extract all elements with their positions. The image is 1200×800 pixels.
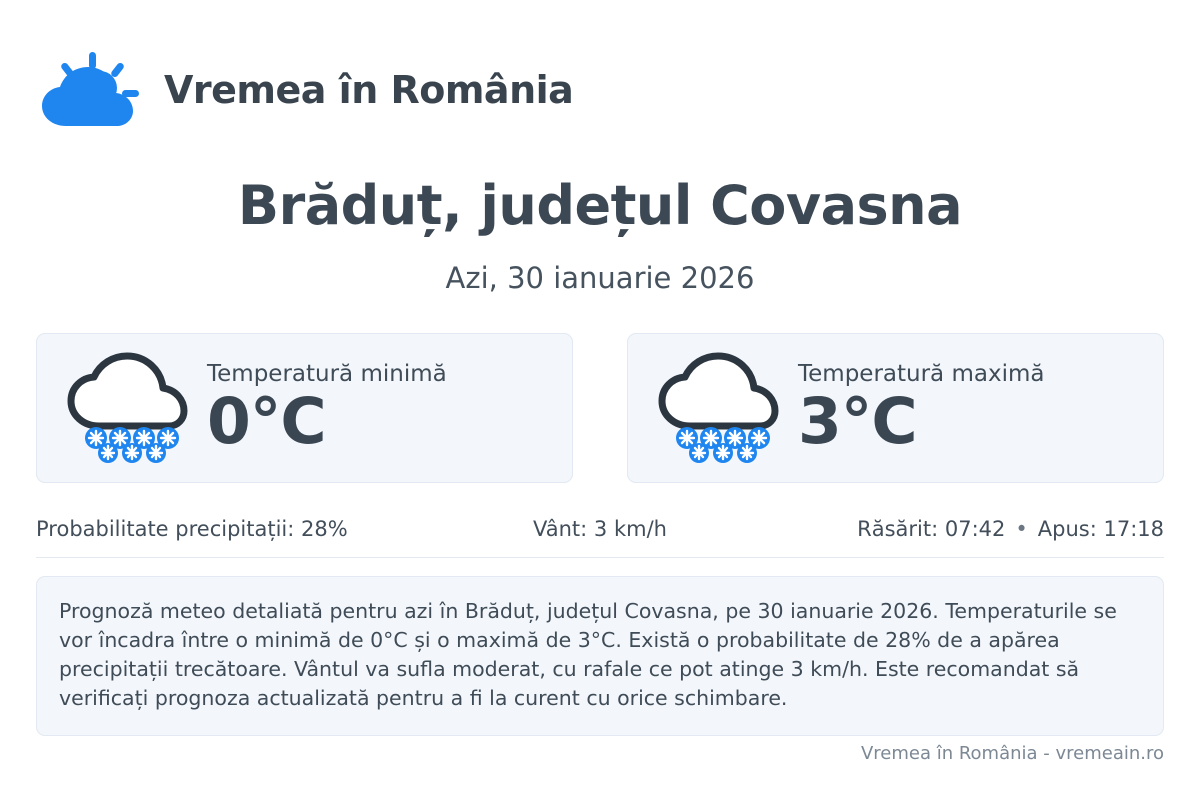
min-temperature-value: 0°C [207, 384, 326, 458]
brand-title: Vremea în România [164, 67, 574, 112]
sun-times [758, 517, 1164, 541]
sun-times-separator: • [1015, 517, 1028, 541]
forecast-summary: Prognoză meteo detaliată pentru azi în Brăduț, județul Covasna, pe 30 ianuarie 2026. Temperaturile se vor încadra între o minimă de 0°C și o maximă de 3°C. Există o probabilitate de 28% de a apărea precipitații trecătoare. Vântul va sufla moderat, cu rafale ce pot atinge 3 km/h. Este recomandat să verificați prognoza actualizată pentru a fi la curent cu orice schimbare. [36, 576, 1164, 736]
footer-credit: Vremea în România - vremeain.ro [860, 743, 1164, 764]
max-temperature-card [627, 333, 1164, 483]
min-temperature-text [201, 360, 447, 458]
page-date: Azi, 30 ianuarie 2026 [445, 261, 755, 295]
weather-stats-row [36, 517, 1164, 558]
precipitation-probability: Probabilitate precipitații: 28% [36, 517, 348, 541]
min-temperature-card [36, 333, 573, 483]
wind-speed: Vânt: 3 km/h [533, 517, 667, 541]
sun-behind-cloud-icon [36, 48, 146, 132]
max-temperature-value: 3°C [798, 384, 917, 458]
temperature-cards [0, 333, 1200, 483]
sunrise-time: Răsărit: 07:42 [857, 517, 1006, 541]
max-temperature-text [792, 360, 1045, 458]
min-temperature-label: Temperatură minimă [207, 360, 447, 387]
page-title: Brăduț, județul Covasna [237, 174, 963, 237]
cloud-with-snow-icon [63, 352, 191, 464]
brand-header [0, 0, 1200, 132]
cloud-with-snow-icon [654, 352, 782, 464]
sunset-time: Apus: 17:18 [1037, 517, 1164, 541]
max-temperature-label: Temperatură maximă [798, 360, 1045, 387]
